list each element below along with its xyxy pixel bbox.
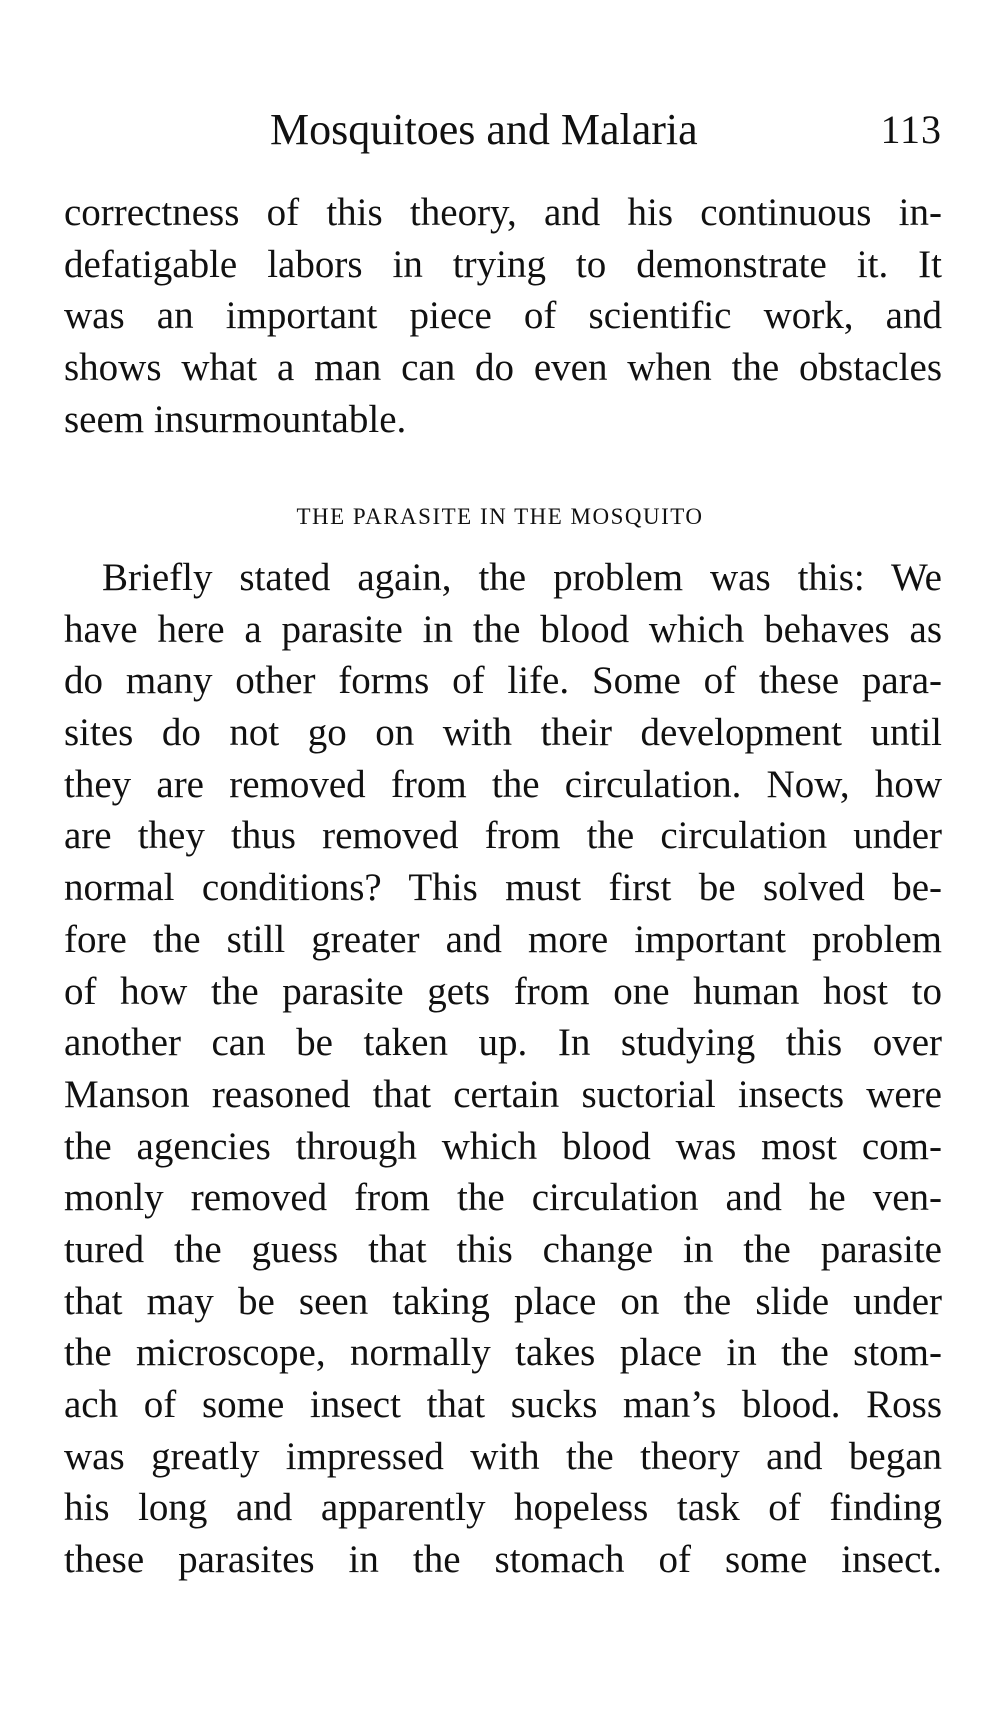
text-line: shows what a man can do even when the obstacles <box>64 346 942 390</box>
running-head-title: Mosquitoes and Malaria <box>270 105 698 154</box>
running-head <box>0 100 1000 160</box>
text-line: these parasites in the stomach of some insect. <box>64 1538 942 1582</box>
text-line: was greatly impressed with the theory and began <box>64 1434 942 1478</box>
text-line: they are removed from the circulation. Now, how <box>64 762 942 806</box>
text-line: fore the still greater and more important problem <box>64 917 942 961</box>
text-line: do many other forms of life. Some of these para- <box>64 659 942 703</box>
text-line: sites do not go on with their development until <box>64 711 942 755</box>
text-line: the microscope, normally takes place in the stom- <box>64 1331 942 1375</box>
paragraph-1 <box>64 187 942 445</box>
text-line: correctness of this theory, and his continuous in- <box>64 191 942 234</box>
text-line: Manson reasoned that certain suctorial insects were <box>64 1072 942 1116</box>
text-line: his long and apparently hopeless task of finding <box>64 1486 942 1530</box>
text-line: ach of some insect that sucks man’s blood. Ross <box>64 1383 942 1426</box>
text-line: another can be taken up. In studying this over <box>64 1021 942 1065</box>
text-line: was an important piece of scientific work, and <box>64 294 942 338</box>
text-line: are they thus removed from the circulation under <box>64 814 942 858</box>
paragraph-2 <box>64 552 942 1586</box>
text-line: normal conditions? This must first be solved be- <box>64 866 942 910</box>
text-line: Briefly stated again, the problem was this: We <box>102 556 942 599</box>
page-number: 113 <box>880 107 942 152</box>
text-line: the agencies through which blood was most com- <box>64 1124 942 1168</box>
text-line: seem insurmountable. <box>64 397 407 441</box>
section-heading: THE PARASITE IN THE MOSQUITO <box>296 504 704 529</box>
text-line: tured the guess that this change in the parasite <box>64 1227 942 1271</box>
text-line: defatigable labors in trying to demonstrate it. It <box>64 242 942 286</box>
text-line: of how the parasite gets from one human host to <box>64 969 942 1013</box>
text-line: monly removed from the circulation and he ven- <box>64 1176 942 1220</box>
text-line: have here a parasite in the blood which behaves as <box>64 607 942 651</box>
text-line: that may be seen taking place on the slide under <box>64 1279 942 1323</box>
